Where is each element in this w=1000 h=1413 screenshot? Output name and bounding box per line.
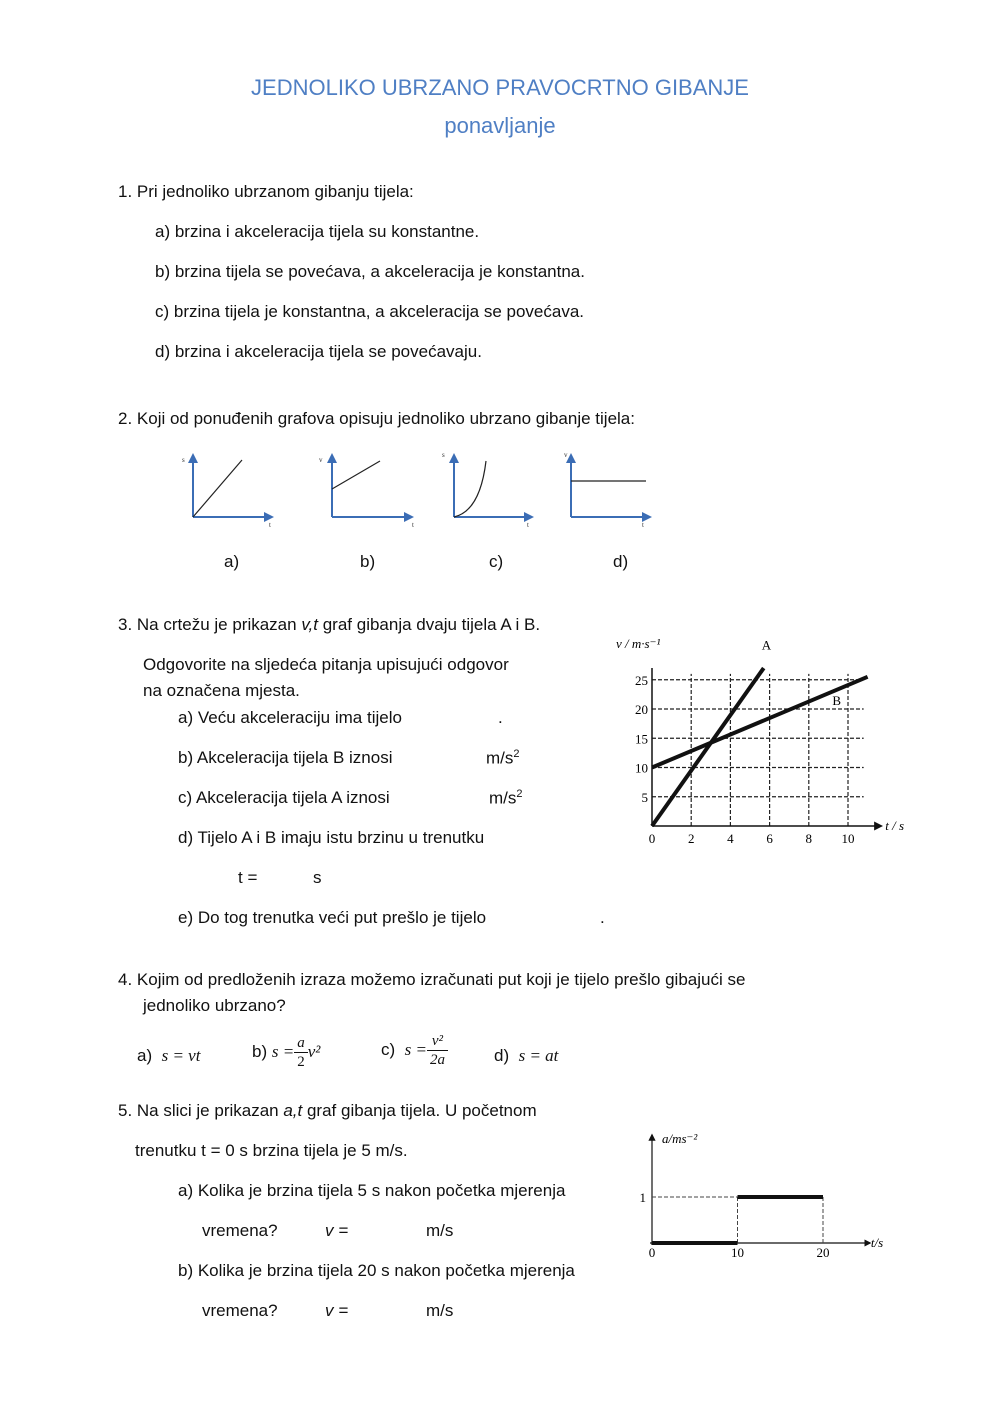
q3-instructions-1: Odgovorite na sljedeća pitanja upisujući odgovor — [143, 655, 509, 674]
vt-series-a — [652, 668, 764, 826]
q3-a: a) Veću akceleraciju ima tijelo — [178, 708, 402, 727]
q2-label-d: d) — [613, 552, 629, 571]
vt-x-tick: 4 — [727, 831, 734, 846]
q2-label-b: b) — [360, 552, 376, 571]
q4-option-c: c) s = $\frac{\text{v²}}{2a}$ — [381, 1032, 448, 1069]
graph-c — [442, 451, 532, 529]
graph-c-curve — [454, 461, 486, 517]
q5-a-1: a) Kolika je brzina tijela 5 s nakon početka mjerenja — [178, 1181, 566, 1200]
page-subtitle: ponavljanje — [444, 113, 556, 138]
q4-formula-d: s = at — [518, 1046, 559, 1065]
graph-a — [182, 455, 272, 529]
q4-formula-b-fraction: $\frac{a}{2}$ — [294, 1034, 308, 1071]
q3-e-end: . — [600, 908, 605, 927]
q4-option-d: d) s = at — [494, 1046, 559, 1065]
q3-b: b) Akceleracija tijela B iznosi — [178, 748, 393, 767]
graph-c-x-label: t — [527, 521, 529, 529]
vt-y-tick: 5 — [641, 789, 648, 805]
vt-x-tick: 10 — [841, 831, 855, 846]
q1-option-a: a) brzina i akceleracija tijela su konstantne. — [155, 222, 480, 241]
at-x-label: t/s — [870, 1235, 884, 1250]
q3-a-end: . — [498, 708, 503, 727]
at-y-label: a/ms⁻² — [662, 1131, 698, 1146]
graph-b-y-label: v — [319, 456, 323, 464]
q5-line2: trenutku t = 0 s brzina tijela je 5 m/s. — [135, 1141, 408, 1160]
vt-y-tick: 20 — [635, 702, 648, 717]
graph-a-x-label: t — [269, 521, 271, 529]
q4-formula-c-fraction: $\frac{\text{v²}}{2a}$ — [427, 1032, 448, 1069]
q4-option-b: b) s = $\frac{a}{2}$ v² — [252, 1035, 321, 1070]
q3-c-unit: $m/s^2$ — [489, 788, 523, 808]
q3-b-unit: $m/s^2$ — [486, 748, 520, 768]
vt-series-a-label: A — [761, 637, 772, 653]
graph-b-x-label: t — [412, 521, 414, 529]
vt-series-b-label: B — [832, 692, 841, 708]
graph-b-line — [332, 461, 380, 489]
at-chart — [630, 1125, 900, 1270]
graph-d — [564, 451, 650, 529]
at-x-tick: 20 — [816, 1245, 830, 1260]
graph-d-x-label: t — [642, 521, 644, 529]
vt-x-tick: 6 — [766, 831, 773, 846]
q5-a-unit: m/s — [426, 1221, 454, 1240]
q4-question-1: 4. Kojim od predloženih izraza možemo izračunati put koji je tijelo prešlo gibajući se — [118, 970, 746, 989]
q3-e: e) Do tog trenutka veći put prešlo je tijelo — [178, 908, 487, 927]
q5-a-v: v = — [325, 1221, 349, 1240]
q1-option-c: c) brzina tijela je konstantna, a akceleracija se povećava. — [155, 302, 585, 321]
page-title: JEDNOLIKO UBRZANO PRAVOCRTNO GIBANJE — [251, 75, 749, 100]
vt-x-tick: 0 — [648, 831, 656, 846]
q4-question-2: jednoliko ubrzano? — [143, 996, 286, 1015]
q1-option-d: d) brzina i akceleracija tijela se povećavaju. — [155, 342, 482, 361]
at-y-tick: 1 — [639, 1190, 646, 1205]
vt-y-tick: 25 — [635, 672, 648, 688]
q3-instructions-2: na označena mjesta. — [143, 681, 300, 700]
vt-y-tick: 10 — [635, 760, 648, 776]
q5-b-v: v = — [325, 1301, 349, 1320]
vt-series-b — [652, 677, 868, 768]
graph-a-line — [193, 460, 242, 517]
vt-y-label: v / m·s⁻¹ — [616, 636, 661, 651]
vt-x-label: t / s — [885, 818, 905, 833]
vt-x-tick: 8 — [805, 831, 813, 846]
at-x-tick: 10 — [731, 1245, 744, 1260]
q1-option-b: b) brzina tijela se povećava, a akceleracija je konstantna. — [155, 262, 585, 281]
graph-c-y-label: s — [442, 451, 445, 459]
q4-option-a: a) s = vt — [137, 1046, 201, 1065]
q5-a-2: vremena? — [202, 1221, 278, 1240]
q3-d: d) Tijelo A i B imaju istu brzinu u trenutku — [178, 828, 485, 847]
q3-d-unit: s — [313, 868, 322, 887]
q1-question: 1. Pri jednoliko ubrzanom gibanju tijela: — [118, 182, 414, 201]
vt-x-tick: 2 — [687, 831, 695, 846]
vt-y-tick: 15 — [635, 731, 648, 747]
q2-graphs — [170, 445, 670, 535]
vt-chart — [600, 630, 920, 855]
q3-c: c) Akceleracija tijela A iznosi — [178, 788, 390, 807]
q3-question: 3. Na crtežu je prikazan v,t graf gibanja dvaju tijela A i B. — [118, 615, 541, 634]
at-x-tick: 0 — [648, 1245, 656, 1260]
q3-d-t: t = — [238, 868, 258, 887]
q2-label-c: c) — [489, 552, 504, 571]
q2-question: 2. Koji od ponuđenih grafova opisuju jednoliko ubrzano gibanje tijela: — [118, 409, 635, 428]
graph-d-y-label: v — [564, 451, 568, 459]
graph-a-y-label: s — [182, 456, 185, 464]
q5-b-unit: m/s — [426, 1301, 454, 1320]
q4-formula-a: s = vt — [161, 1046, 201, 1065]
q2-label-a: a) — [224, 552, 240, 571]
graph-b — [319, 455, 414, 529]
q5-b-1: b) Kolika je brzina tijela 20 s nakon početka mjerenja — [178, 1261, 575, 1280]
q5-question: 5. Na slici je prikazan a,t graf gibanja tijela. U početnom — [118, 1101, 537, 1120]
q5-b-2: vremena? — [202, 1301, 278, 1320]
